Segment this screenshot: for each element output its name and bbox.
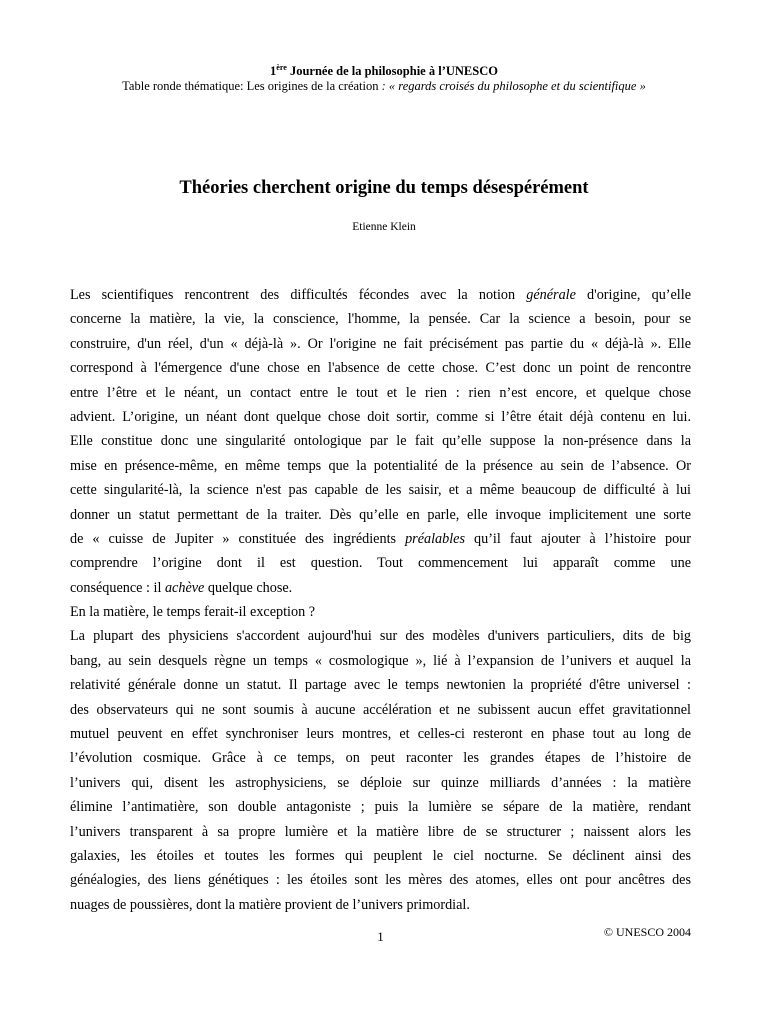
text-run: qu’il faut ajouter à l’histoire pour bbox=[464, 530, 691, 547]
text-line bbox=[70, 649, 691, 673]
text-run: l’évolution cosmique. Grâce à ce temps, on peut raconter les grandes étapes de l’histoire de bbox=[70, 750, 691, 767]
text-line bbox=[70, 576, 691, 600]
text-line bbox=[70, 868, 691, 892]
text-line bbox=[70, 478, 691, 502]
text-run: concerne la matière, la vie, la conscience, l'homme, la pensée. Car la science a besoin, pour se bbox=[70, 311, 691, 328]
text-run: advient. L’origine, un néant dont quelque chose doit sortir, comme si l’être était déjà contenu en lui. bbox=[70, 408, 691, 425]
text-run: des observateurs qui ne sont soumis à aucune accélération et ne subissent aucun effet gravitationnel bbox=[70, 701, 691, 718]
header-line-2 bbox=[0, 79, 768, 94]
text-run: correspond à l'émergence d'une chose en l'absence de cette chose. C’est donc un point de rencontre bbox=[70, 360, 691, 377]
page-footer bbox=[70, 925, 691, 945]
text-line bbox=[70, 600, 691, 624]
text-run: élimine l’antimatière, son double antagoniste ; puis la lumière se sépare de la matière, rendant bbox=[70, 799, 691, 816]
body-text bbox=[70, 283, 691, 917]
text-run: comprendre l’origine dont il est question. Tout commencement lui apparaît comme une bbox=[70, 555, 691, 572]
text-run: relativité générale donne un statut. Il partage avec le temps newtonien la propriété d'être universel : bbox=[70, 677, 691, 694]
text-line bbox=[70, 844, 691, 868]
header-event-title: Journée de la philosophie à l’UNESCO bbox=[286, 64, 498, 78]
copyright-notice: © UNESCO 2004 bbox=[603, 925, 691, 939]
text-run: mutuel peuvent en effet synchroniser leurs montres, et celles-ci resteront en phase tout au long de bbox=[70, 726, 691, 743]
header-subtitle: : « regards croisés du philosophe et du scientifique » bbox=[381, 79, 646, 93]
italic-term: préalables bbox=[405, 530, 465, 547]
text-line bbox=[70, 356, 691, 380]
text-line bbox=[70, 673, 691, 697]
text-line bbox=[70, 503, 691, 527]
text-line bbox=[70, 795, 691, 819]
text-line bbox=[70, 454, 691, 478]
text-run: généalogies, des liens génétiques : les étoiles sont les mères des atomes, elles ont pour ancêtres des bbox=[70, 872, 691, 889]
text-line bbox=[70, 429, 691, 453]
text-line bbox=[70, 551, 691, 575]
header-round-table: Table ronde thématique: Les origines de la création bbox=[122, 79, 382, 93]
text-line bbox=[70, 405, 691, 429]
italic-term: achève bbox=[164, 579, 205, 596]
header-ordinal: 1 bbox=[270, 64, 277, 78]
text-run: galaxies, les étoiles et toutes les formes qui peuplent le ciel nocturne. Se déclinent ainsi des bbox=[70, 847, 691, 864]
text-line bbox=[70, 893, 691, 917]
text-line bbox=[70, 283, 691, 307]
text-run: La plupart des physiciens s'accordent aujourd'hui sur des modèles d'univers particuliers, dits de big bbox=[70, 628, 691, 645]
text-line bbox=[70, 771, 691, 795]
text-run: donner un statut permettant de la traiter. Dès qu’elle en parle, elle invoque implicitement une sorte bbox=[70, 506, 691, 523]
text-run: quelque chose. bbox=[204, 579, 293, 596]
text-run: mise en présence-même, en même temps que la potentialité de la présence au sein de l’absence. Or bbox=[70, 457, 691, 474]
text-run: d'origine, qu’elle bbox=[575, 287, 691, 303]
text-line bbox=[70, 527, 691, 551]
text-line bbox=[70, 624, 691, 648]
text-line bbox=[70, 722, 691, 746]
text-line bbox=[70, 698, 691, 722]
text-run: entre l’être et le néant, un contact entre le tout et le rien : rien n’est encore, et quelque chose bbox=[70, 384, 691, 401]
header-line-1 bbox=[0, 64, 768, 79]
text-run: En la matière, le temps ferait-il exception ? bbox=[70, 604, 316, 621]
header-ordinal-suffix: ère bbox=[276, 63, 287, 72]
text-run: Elle constitue donc une singularité ontologique par le fait qu’elle suppose la non-présence dans la bbox=[70, 433, 691, 450]
text-line bbox=[70, 746, 691, 770]
text-run: conséquence : il bbox=[70, 579, 165, 596]
author-name: Etienne Klein bbox=[352, 221, 416, 233]
text-run: nuages de poussières, dont la matière provient de l’univers primordial. bbox=[70, 896, 470, 913]
text-run: construire, d'un réel, d'un « déjà-là ». Or l'origine ne fait précisément pas partie du « déjà-là ». Elle bbox=[70, 335, 691, 352]
page-header bbox=[0, 64, 768, 94]
text-run: de « cuisse de Jupiter » constituée des ingrédients bbox=[70, 530, 406, 547]
text-line bbox=[70, 332, 691, 356]
page-number: 1 bbox=[377, 929, 384, 944]
text-run: cette singularité-là, la science n'est pas capable de les saisir, et a même beaucoup de difficulté à lui bbox=[70, 482, 691, 499]
text-run: bang, au sein desquels règne un temps « cosmologique », lié à l’expansion de l’univers et auquel la bbox=[70, 652, 691, 669]
italic-term: générale bbox=[526, 287, 576, 303]
document-title: Théories cherchent origine du temps désespérément bbox=[179, 178, 589, 198]
text-line bbox=[70, 820, 691, 844]
text-run: l’univers transparent à sa propre lumière et la matière libre de se structurer ; naissent alors les bbox=[70, 823, 691, 840]
text-line bbox=[70, 381, 691, 405]
text-line bbox=[70, 307, 691, 331]
text-run: l’univers qui, disent les astrophysiciens, se déploie sur quinze milliards d’années : la matière bbox=[70, 774, 691, 791]
text-run: Les scientifiques rencontrent des difficultés fécondes avec la notion bbox=[70, 287, 527, 303]
